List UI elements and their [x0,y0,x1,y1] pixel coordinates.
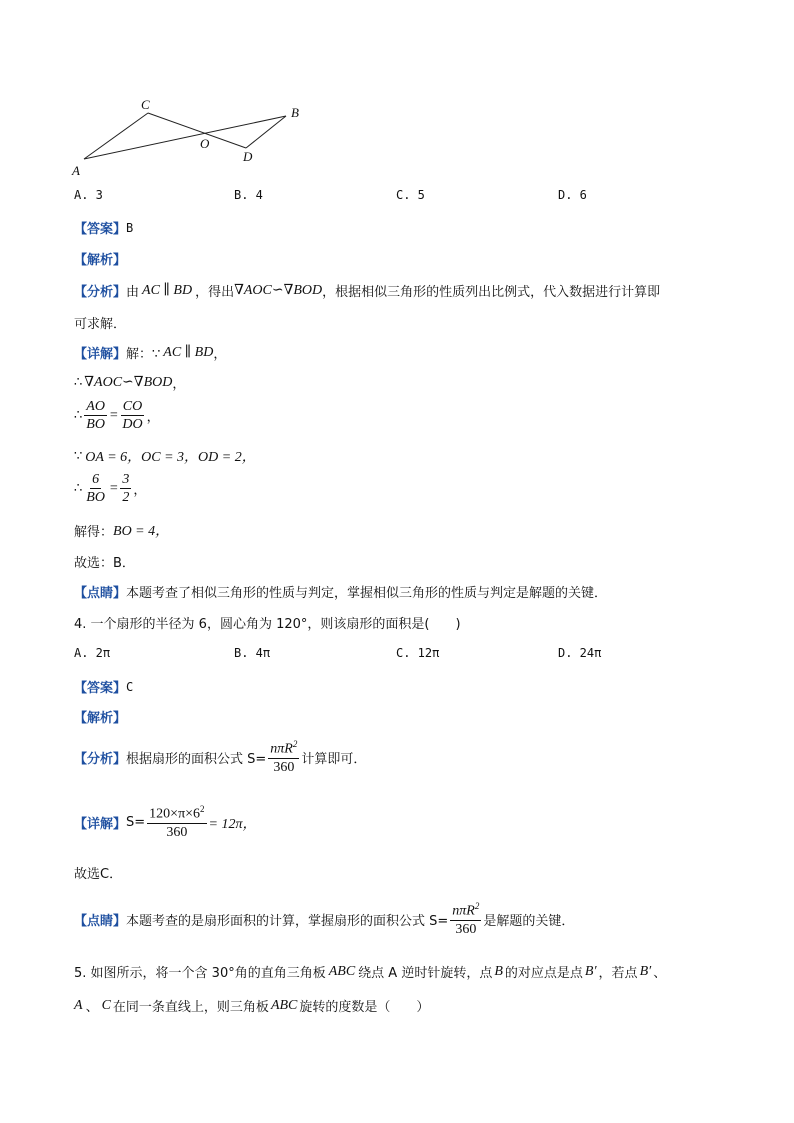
q5-text-a: 5. 如图所示，将一个含 30°角的直角三角板 [74,966,326,981]
answer-tag: 【答案】 [74,222,127,237]
step4-end: ， [133,483,147,499]
triangle-abc: ABC [328,963,356,979]
q4-option-a: A. 2π [74,646,111,660]
therefore-symbol: ∴ [74,481,83,497]
q5-text-d: ，若点 [598,966,638,981]
q5-sep: 、 [85,1000,99,1015]
detail-pre: 解：∵ [126,347,161,362]
similar-statement: ∇AOC∽∇BOD [84,375,173,390]
denominator: BO [86,417,105,433]
label-c: C [141,97,150,112]
label-d: D [243,149,253,164]
q3-fenxi-line2: 可求解． [74,317,127,332]
q5-text-b: 绕点 A 逆时针旋转，点 [358,966,493,981]
q3-option-b: B. 4 [234,188,263,202]
fraction-6-bo [84,472,107,506]
fenxi-tag: 【分析】 [74,752,127,768]
point-a: A [74,997,83,1013]
equals: = [108,407,119,423]
analysis-tag: 【解析】 [74,253,127,268]
q3-choose: 故选：B． [74,556,135,571]
fenxi-cond: AC ∥ BD [142,283,193,298]
detail-result: = 12π， [208,816,257,832]
numerator: nπR$^2$ [450,902,481,921]
therefore-symbol: ∴ [74,375,83,390]
fraction-ao-bo [84,399,107,433]
numerator: nπR$^2$ [268,740,299,759]
fenxi-pre: 由 [126,285,140,300]
fenxi-sim: ∇AOC∽∇BOD [234,283,323,298]
denominator: 2 [122,490,130,506]
dianjing-text: 本题考查了相似三角形的性质与判定，掌握相似三角形的性质与判定是解题的关键． [126,586,608,601]
answer-value: C [126,679,134,694]
q3-step4 [74,472,146,506]
denominator: 360 [273,760,295,776]
answer-tag: 【答案】 [74,681,127,696]
label-o: O [200,136,210,151]
q3-step2 [74,399,160,433]
numerator: 3 [120,472,131,489]
dianjing-post: 是解题的关键． [483,914,575,930]
denominator: DO [122,417,143,433]
point-b-prime: B′ [584,963,597,979]
q4-dianjing [74,902,574,937]
fenxi-pre: 根据扇形的面积公式 S= [126,752,267,768]
q4-analysis-tag [74,707,126,726]
q3-option-d: D. 6 [558,188,587,202]
geometry-figure [60,92,320,184]
denominator: 360 [455,922,477,938]
analysis-tag: 【解析】 [74,711,127,726]
segment-bd [246,116,286,148]
q5-text-e: 、 [653,966,667,981]
because-symbol: ∵ [74,448,83,464]
dianjing-tag: 【点睛】 [74,586,127,601]
point-b: B [494,963,503,979]
equals: = [108,480,119,496]
detail-cond: AC ∥ BD [163,345,214,360]
q3-step3 [74,446,256,466]
q3-answer-line [74,218,133,237]
q4-answer-line [74,677,133,696]
q3-fenxi-line1 [74,281,660,300]
triangle-abc-2: ABC [270,997,298,1013]
step1-end: ， [172,377,186,392]
therefore-symbol: ∴ [74,408,83,424]
q5-text-g: 旋转的度数是（ ） [299,1000,430,1015]
q3-dianjing [74,582,607,601]
fenxi-tag: 【分析】 [74,285,127,300]
answer-value: B [126,220,134,235]
numerator: 6 [90,472,101,489]
q3-solve [74,520,169,540]
dianjing-formula [450,902,481,937]
fenxi-post: ，根据相似三角形的性质列出比例式，代入数据进行计算即 [322,285,661,300]
q4-stem: 4. 一个扇形的半径为 6，圆心角为 120°，则该扇形的面积是( ) [74,617,461,632]
q5-text-c: 的对应点是点 [504,966,583,981]
fenxi-post: 计算即可． [301,752,367,768]
q5-stem-line2 [74,996,429,1015]
denominator: BO [86,490,105,506]
detail-fraction [147,805,206,840]
q4-option-c: C. 12π [396,646,440,660]
q4-fenxi [74,740,366,775]
q4-detail [74,805,257,840]
point-b-prime-2: B′ [639,963,652,979]
detail-comma: ， [213,347,227,362]
sector-area-formula [268,740,299,775]
q5-text-f: 在同一条直线上，则三角板 [112,1000,269,1015]
step2-end: ， [146,410,160,426]
label-b: B [291,105,299,120]
numerator: $120\times\pi\times 6^2$ [147,805,206,824]
q5-stem-line1 [74,962,666,981]
q3-option-c: C. 5 [396,188,425,202]
dianjing-tag: 【点睛】 [74,914,127,930]
fraction-co-do [120,399,144,433]
q3-step1 [74,373,185,392]
q3-detail-line [74,343,226,362]
q3-analysis-tag [74,249,126,268]
detail-tag: 【详解】 [74,817,127,833]
fraction-3-2 [120,472,131,506]
q4-choose: 故选C． [74,867,123,882]
fenxi-mid: ，得出 [195,285,235,300]
label-a: A [72,163,80,178]
dianjing-pre: 本题考查的是扇形面积的计算，掌握扇形的面积公式 S= [126,914,449,930]
numerator: AO [84,399,107,416]
detail-pre: S= [126,815,146,831]
solve-pre: 解得： [74,524,114,540]
point-c: C [101,997,111,1013]
numerator: CO [121,399,144,416]
solve-expr: BO = 4， [113,524,170,539]
q4-option-d: D. 24π [558,646,602,660]
q3-option-a: A. 3 [74,188,103,202]
given-values: OA = 6，OC = 3，OD = 2， [85,450,256,465]
denominator: 360 [166,825,188,841]
detail-tag: 【详解】 [74,347,127,362]
q4-option-b: B. 4π [234,646,271,660]
